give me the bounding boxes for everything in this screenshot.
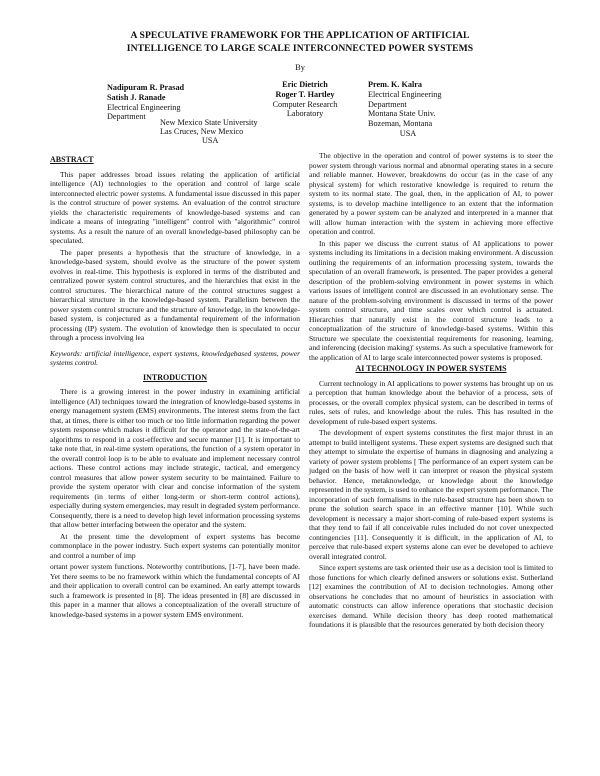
- author-name: Roger T. Hartley: [275, 89, 335, 99]
- affiliation-line: Las Cruces, New Mexico: [160, 127, 244, 137]
- title-line-2: INTELLIGENCE TO LARGE SCALE INTERCONNECTED POWER SYSTEMS: [126, 42, 474, 54]
- abstract-paragraph: This paper addresses broad issues relating the application of artificial intelligence (AI) technologies to the operation and control of large scale interconnected electric power systems. A fundamental issue discussed in this paper is the control structure of power systems. An evaluation of the control structure yields the characteristic requirements of knowledge-based systems and can indicate a means of integrating "intelligent" control with "algorithmic" control systems. As a result the nature of an overall knowledge-based philosophy can be speculated.: [50, 169, 300, 245]
- author-affiliation: Montana State Univ.: [368, 109, 436, 119]
- author-affiliation: Computer Research: [272, 99, 338, 109]
- introduction-heading: INTRODUCTION: [142, 372, 207, 382]
- author-block-2: [250, 80, 360, 119]
- abstract-paragraph: The paper presents a hypothesis that the structure of knowledge, in a knowledge-based system, should evolve as the structure of the power system evolves in real-time. This hypothesis is explored in terms of the distributed and centralized power system control structures, and the hierarchies that exist in the control structures. The hierarchical nature of the control structures suggest a hierarchical structure in the knowledge-based system. Parallelism between the power system control structure and the structure of knowledge, in the knowledge-based system, is conjectured as a fundamental requirement of the information processing (IP) system. The evolution of knowledge then is speculated to occur through a process involving lea: [50, 247, 300, 342]
- body-paragraph: At the present time the development of expert systems has become commonplace in the power industry. Such expert systems can potentially monitor and control a number of imp: [50, 531, 300, 560]
- author-dept: Electrical Engineering: [368, 89, 442, 99]
- by-line: By: [295, 63, 305, 72]
- abstract-heading: ABSTRACT: [50, 155, 94, 164]
- left-column: [50, 153, 300, 621]
- body-paragraph: Current technology in AI applications to power systems has brought up on us a perception that human knowledge about the behavior of a process, sets of processes, or the overall complex physical system, can be described in terms of rules, sets of rules, and knowledge about the rules. This has resulted in the development of rule-based expert systems.: [309, 378, 553, 426]
- author-block-3: [368, 80, 498, 139]
- paper-title: [60, 30, 540, 55]
- affiliation-line: USA: [202, 136, 219, 146]
- body-paragraph: There is a growing interest in the power industry in examining artificial intelligence (AI) techniques toward the integration of knowledge-based systems in energy management system (EMS) environments. The interest stems from the fact that, at times, there is either too much or too little information regarding the power system response which makes it difficult for the operator and the state-of-the-art algorithms to respond in a cost-effective and secure manner [1]. It is important to take note that, in real-time system operations, the function of a system operator in the overall control loop is to be able to evaluate and implement necessary control actions. These control actions may include strategic, tactical, and emergency control measures that allow power system security to be maintained. Failure to provide the system operator with clear and concise information of the system requirements (in terms of either long-term or short-term control actions), especially during system emergencies, may result in degraded system performance. Consequently, there is a need to develop high level information processing systems that allow better interfacing between the operator and the system.: [50, 387, 300, 529]
- author-affiliation: USA: [399, 128, 417, 138]
- author-affiliation: Laboratory: [286, 109, 324, 119]
- author-name: Satish J. Ranade: [107, 92, 166, 102]
- author-name: Nadipuram R. Prasad: [107, 83, 185, 92]
- ai-technology-heading: AI TECHNOLOGY IN POWER SYSTEMS: [355, 364, 507, 373]
- author-dept: Department: [107, 112, 146, 122]
- author-dept: Electrical Engineering: [107, 102, 181, 112]
- author-affiliation-1: [160, 118, 320, 146]
- affiliation-line: New Mexico State University: [160, 118, 258, 127]
- body-paragraph: The objective in the operation and control of power systems is to steer the power system through various normal and abnormal operating states in a secure and reliable manner. However, breakdowns do occur (as in the case of any physical system) for which restorative knowledge is required to return the system to its normal state. The goal, then, in the application of AI, to power systems, is to develop machine intelligence to an extent that the information generated by a power system can be analyzed and interpreted in a manner that will allow human interaction with the system in achieving more effective operation and control.: [309, 151, 553, 236]
- author-name: Eric Dietrich: [282, 80, 328, 89]
- body-paragraph: The development of expert systems constitutes the first major thrust in an attempt to build intelligent systems. These expert systems are designed such that they attempt to simulate the expertise of humans in diagnosing and analyzing a variety of power system problems [ The performance of an expert system can be judged on the basis of how well it can interpret or reason the physical system behavior. Hence, metaknowledge, or knowledge about the knowledge represented in the system, is used to enhance the expert system performance. The incorporation of such formalisms in the rule-based structure has been shown to prune the solution search space in an effective manner [10]. While such development is necessary a major short-coming of rule-based expert systems is that they tend to fail if all conceivable rules included do not cover unexpected contingencies [11]. Consequently it is difficult, in the application of AI, to perceive that rule-based expert systems alone can ever be developed to achieve overall integrated control.: [309, 428, 553, 561]
- body-paragraph: In this paper we discuss the current status of AI applications to power systems including its limitations in a decision making environment. A discussion outlining the requirements of an information processing system, towards the speculation of an overall framework, is presented. The paper provides a general description of the problem-solving environment in power systems in which various issues of intelligent control are discussed in an evolutionary sense. The nature of the problem-solving environment is discussed in terms of the power system control structure, and time scales over which control is actuated. Hierarchies that naturally exist in the control structure leads to a conceptualization of the structure of knowledge-based systems. Within this Structure we speculate the coexistential requirements for reasoning, learning, and inferencing (decision making)' systems. As such a speculative framework for the application of AI to large scale interconnected power systems is proposed.: [309, 238, 553, 362]
- author-block-1: [107, 83, 257, 122]
- author-dept: Department: [368, 99, 407, 109]
- author-name: Prem. K. Kalra: [368, 80, 422, 89]
- body-paragraph: ortant power system functions. Noteworthy contributions, [1-7], have been made. Yet there seems to be no framework within which the fundamental concepts of AI and their application to overall control can be examined. An early attempt towards such a framework is presented in [8]. The ideas presented in [8] are discussed in this paper in a manner that allows a conceptualization of the overall structure of knowledge-based systems in a power system EMS environment.: [50, 562, 300, 619]
- body-paragraph: Since expert systems are task oriented their use as a decision tool is limited to those functions for which clearly defined answers or solutions exist. Sutherland [12] examines the contribution of AI to decision technologies. Among other observations he concludes that no amount of heuristics in association with automatic constructs can allow inference operations that stochastic decision exercises demand. While decision theory has deep rooted mathematical foundations it is plausible that the resources generated by both decision theory: [309, 563, 553, 629]
- author-affiliation: Bozeman, Montana: [368, 119, 433, 129]
- right-column: [309, 151, 553, 632]
- keywords: Keywords: artificial intelligence, expert systems, knowledgebased systems, power systems control.: [50, 348, 300, 367]
- title-line-1: A SPECULATIVE FRAMEWORK FOR THE APPLICATION OF ARTIFICIAL: [130, 30, 470, 41]
